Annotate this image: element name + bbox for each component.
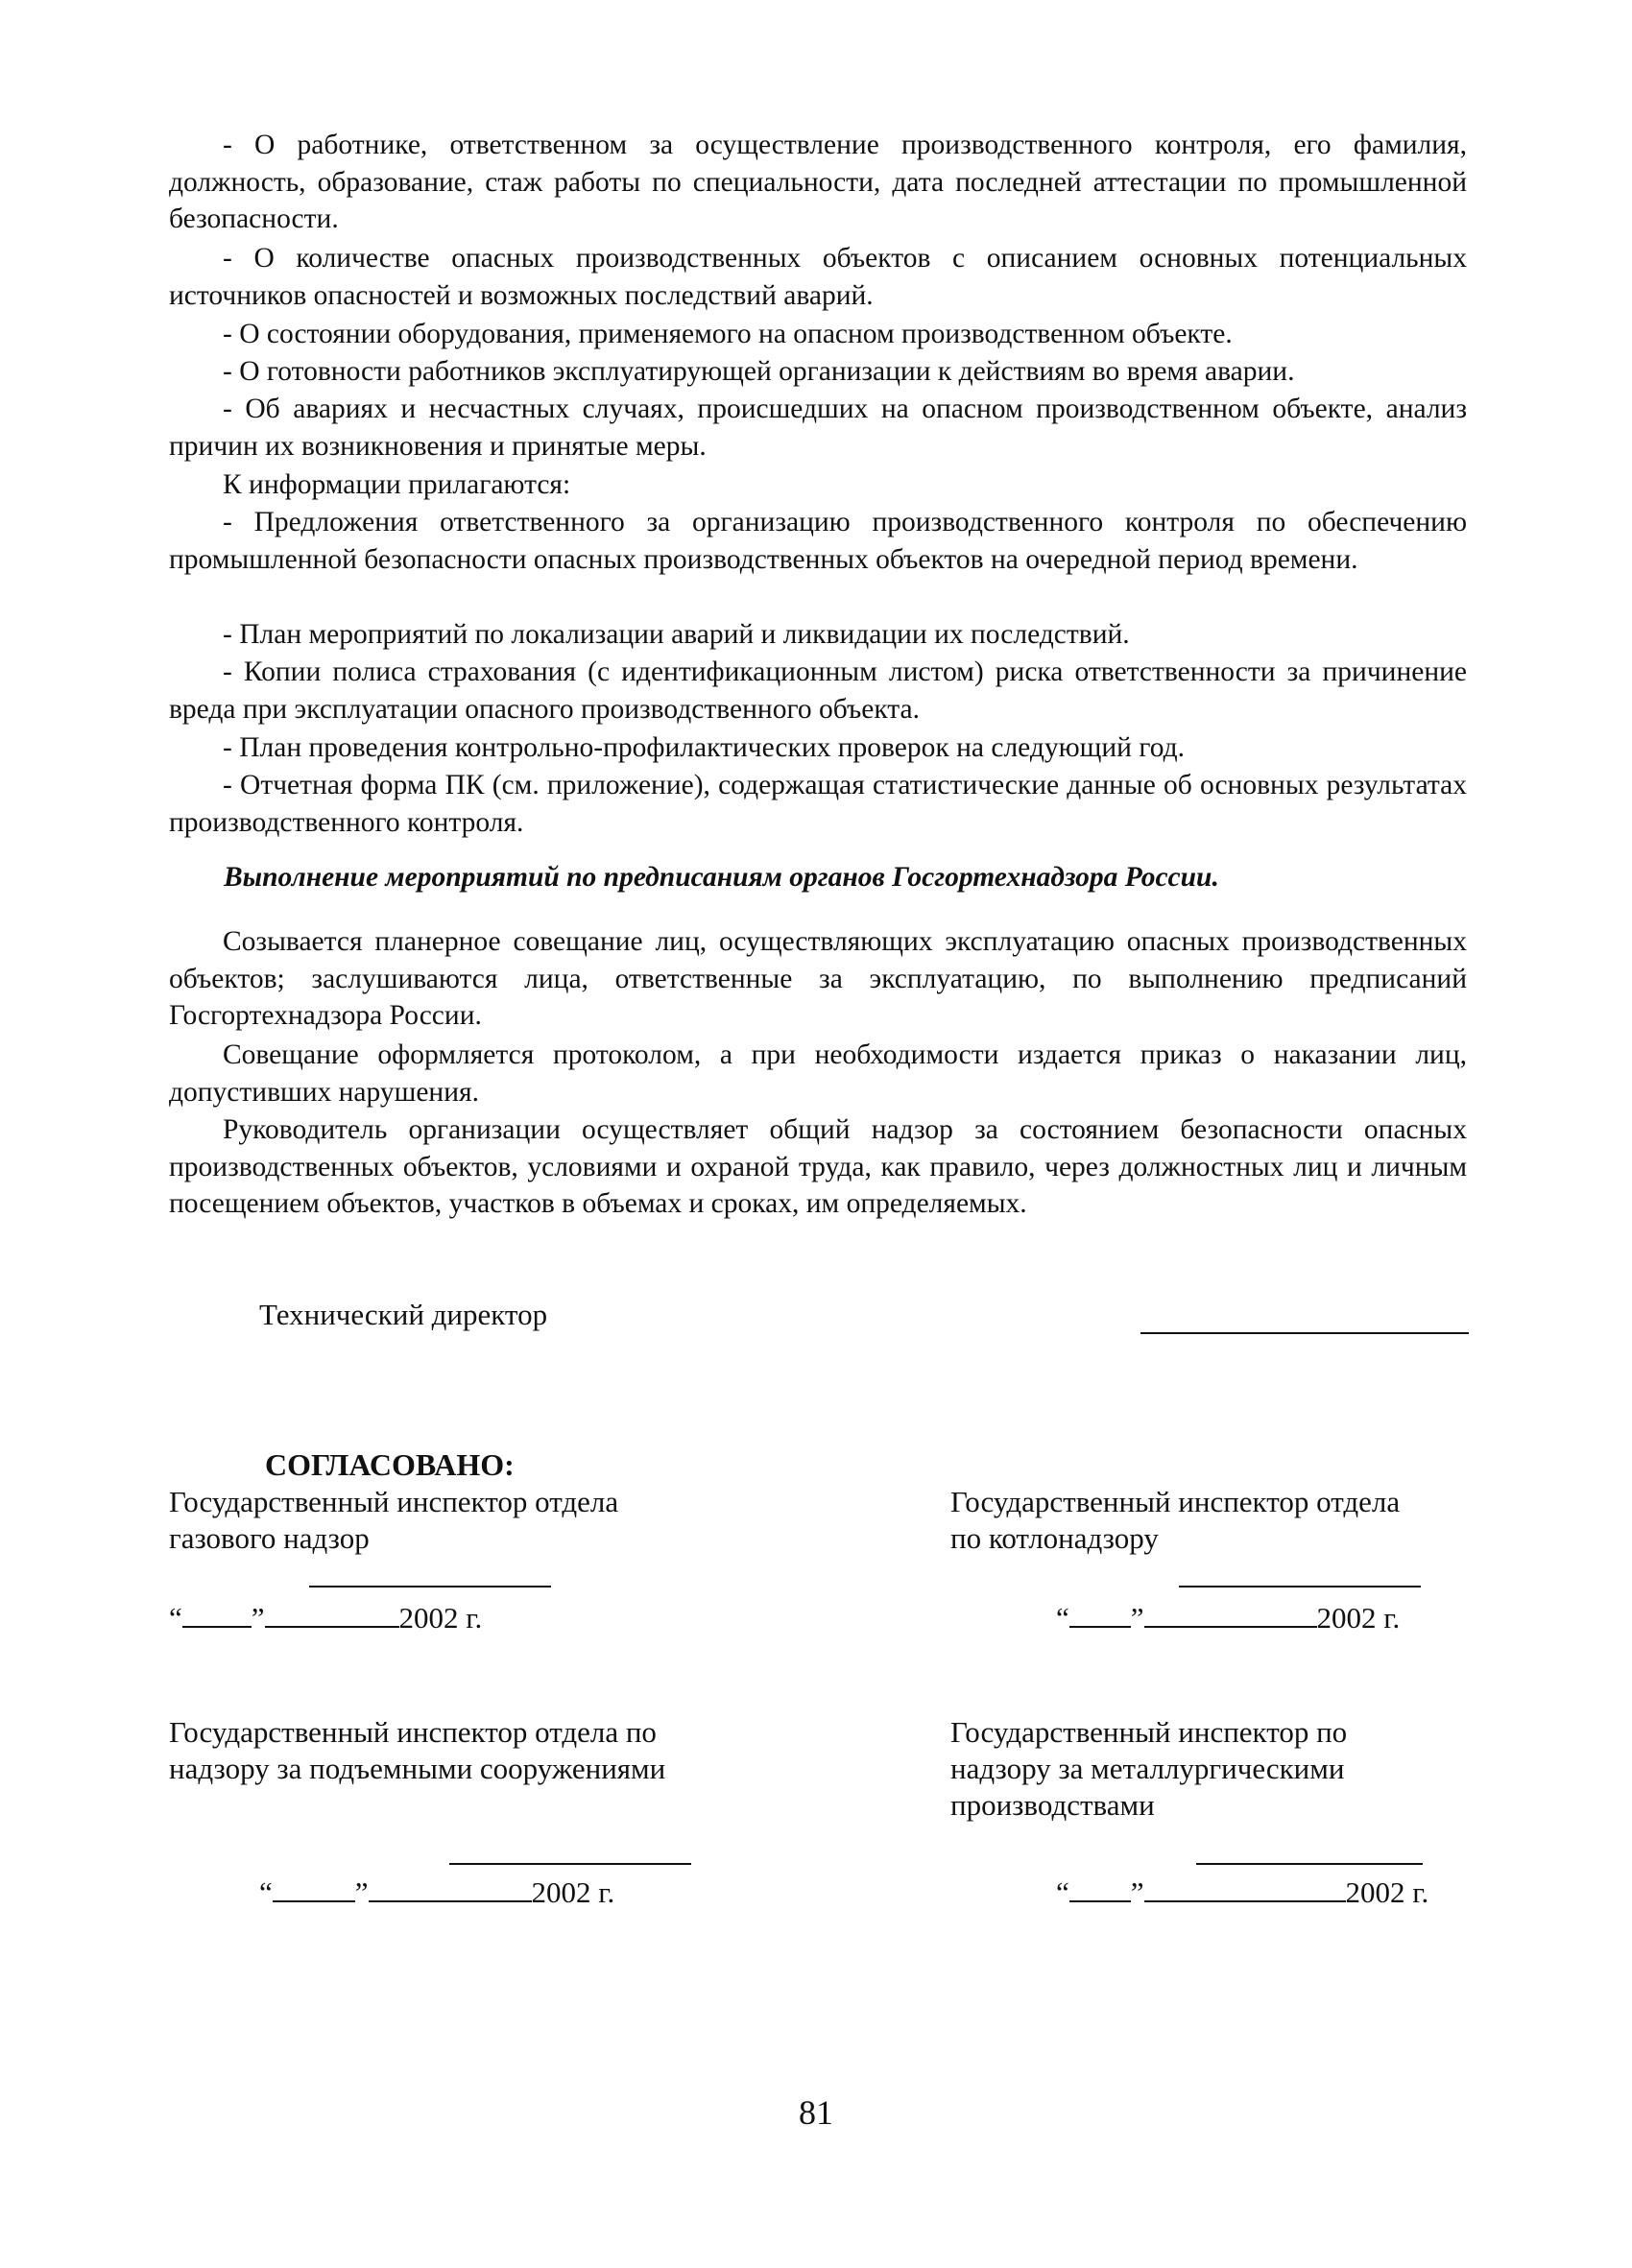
month-blank (369, 1875, 532, 1902)
inspector-metallurgy-line-2: надзору за металлургическими (950, 1752, 1345, 1785)
paragraph-attachments-intro: К информации прилагаются: (223, 469, 571, 500)
inspector-boiler-signature-line (1179, 1586, 1421, 1588)
inspector-metallurgy-line-3: производствами (950, 1788, 1155, 1822)
inspector-metallurgy-signature-line (1196, 1863, 1423, 1865)
paragraph-worker-readiness: - О готовности работников эксплуатирующей организации к действиям во время аварии. (223, 356, 1295, 387)
inspector-lifting-date (259, 1875, 614, 1910)
section-heading: Выполнение мероприятий по предписаниям органов Госгортехнадзора России. (224, 862, 1219, 893)
day-blank (1069, 1601, 1131, 1628)
month-blank (1144, 1875, 1346, 1902)
quote-close: ” (354, 1875, 369, 1909)
inspector-metallurgy-date (1056, 1875, 1428, 1910)
paragraph-accident-plan: - План мероприятий по локализации аварий и ликвидации их последствий. (223, 619, 1130, 650)
year-text: 2002 г. (1345, 1875, 1429, 1909)
inspector-gas-line-2: газового надзор (169, 1521, 370, 1555)
paragraph-hazardous-objects: - О количестве опасных производственных объектов с описанием основных потенциальных источников опасностей и возможных последствий аварий. (169, 243, 1467, 311)
inspector-boiler-line-2: по котлонадзору (950, 1521, 1159, 1555)
paragraph-meeting: Созывается планерное совещание лиц, осуществляющих эксплуатацию опасных производственных объектов; заслушиваются лица, ответственные за эксплуатацию, по выполнению предписаний Госгортехнадзора России. (169, 926, 1467, 1031)
paragraph-responsible-worker: - О работнике, ответственном за осуществление производственного контроля, его фамилия, должность, образование, стаж работы по специальности, дата последней аттестации по промышленной безопасности. (169, 130, 1467, 234)
quote-open: “ (169, 1601, 182, 1635)
inspector-lifting-block (169, 1714, 665, 1787)
inspector-gas-date (169, 1601, 482, 1635)
paragraph-protocol: Совещание оформляется протоколом, а при необходимости издается приказ о наказании лиц, допустивших нарушения. (169, 1039, 1467, 1108)
paragraph-insurance: - Копии полиса страхования (с идентификационным листом) риска ответственности за причинение вреда при эксплуатации опасного производственного объекта. (169, 657, 1467, 725)
day-blank (273, 1875, 355, 1902)
paragraph-proposals: - Предложения ответственного за организацию производственного контроля по обеспечению промышленной безопасности опасных производственных объектов на очередной период времени. (169, 507, 1467, 575)
inspector-lifting-line-1: Государственный инспектор отдела по (169, 1715, 657, 1749)
paragraph-equipment-state: - О состоянии оборудования, применяемого на опасном производственном объекте. (223, 319, 1233, 349)
paragraph-supervision: Руководитель организации осуществляет общий надзор за состоянием безопасности опасных производственных объектов, условиями и охраной труда, как правило, через должностных лиц и личным посещением объектов, участков в объемах и сроках, им определяемых. (169, 1114, 1467, 1219)
day-blank (1069, 1875, 1131, 1902)
quote-open: “ (259, 1875, 273, 1909)
inspector-metallurgy-block (950, 1714, 1347, 1824)
month-blank (1144, 1601, 1317, 1628)
year-text: 2002 г. (1316, 1601, 1401, 1635)
director-label: Технический директор (259, 1298, 548, 1331)
inspector-gas-line-1: Государственный инспектор отдела (169, 1485, 619, 1518)
paragraph-report-form: - Отчетная форма ПК (см. приложение), содержащая статистические данные об основных результатах производственного контроля. (169, 770, 1467, 838)
paragraph-accidents: - Об авариях и несчастных случаях, происшедших на опасном производственном объекте, анализ причин их возникновения и принятые меры. (169, 394, 1467, 462)
approval-heading: СОГЛАСОВАНО: (265, 1447, 515, 1482)
year-text: 2002 г. (398, 1601, 483, 1635)
inspector-boiler-line-1: Государственный инспектор отдела (950, 1485, 1401, 1518)
month-blank (265, 1601, 399, 1628)
inspector-boiler-date (1056, 1601, 1400, 1635)
quote-open: “ (1056, 1875, 1069, 1909)
inspector-boiler-block (950, 1484, 1400, 1557)
quote-close: ” (251, 1601, 265, 1635)
year-text: 2002 г. (531, 1875, 615, 1909)
inspector-lifting-signature-line (449, 1863, 691, 1865)
inspector-metallurgy-line-1: Государственный инспектор по (950, 1715, 1348, 1749)
quote-close: ” (1130, 1601, 1144, 1635)
inspector-gas-block (169, 1484, 618, 1557)
inspector-gas-signature-line (309, 1586, 551, 1588)
quote-close: ” (1130, 1875, 1144, 1909)
director-signature-line (1140, 1332, 1469, 1334)
quote-open: “ (1056, 1601, 1069, 1635)
paragraph-inspection-plan: - План проведения контрольно-профилактических проверок на следующий год. (223, 732, 1185, 763)
day-blank (182, 1601, 252, 1628)
inspector-lifting-line-2: надзору за подъемными сооружениями (169, 1752, 666, 1785)
page-number: 81 (799, 2093, 833, 2132)
